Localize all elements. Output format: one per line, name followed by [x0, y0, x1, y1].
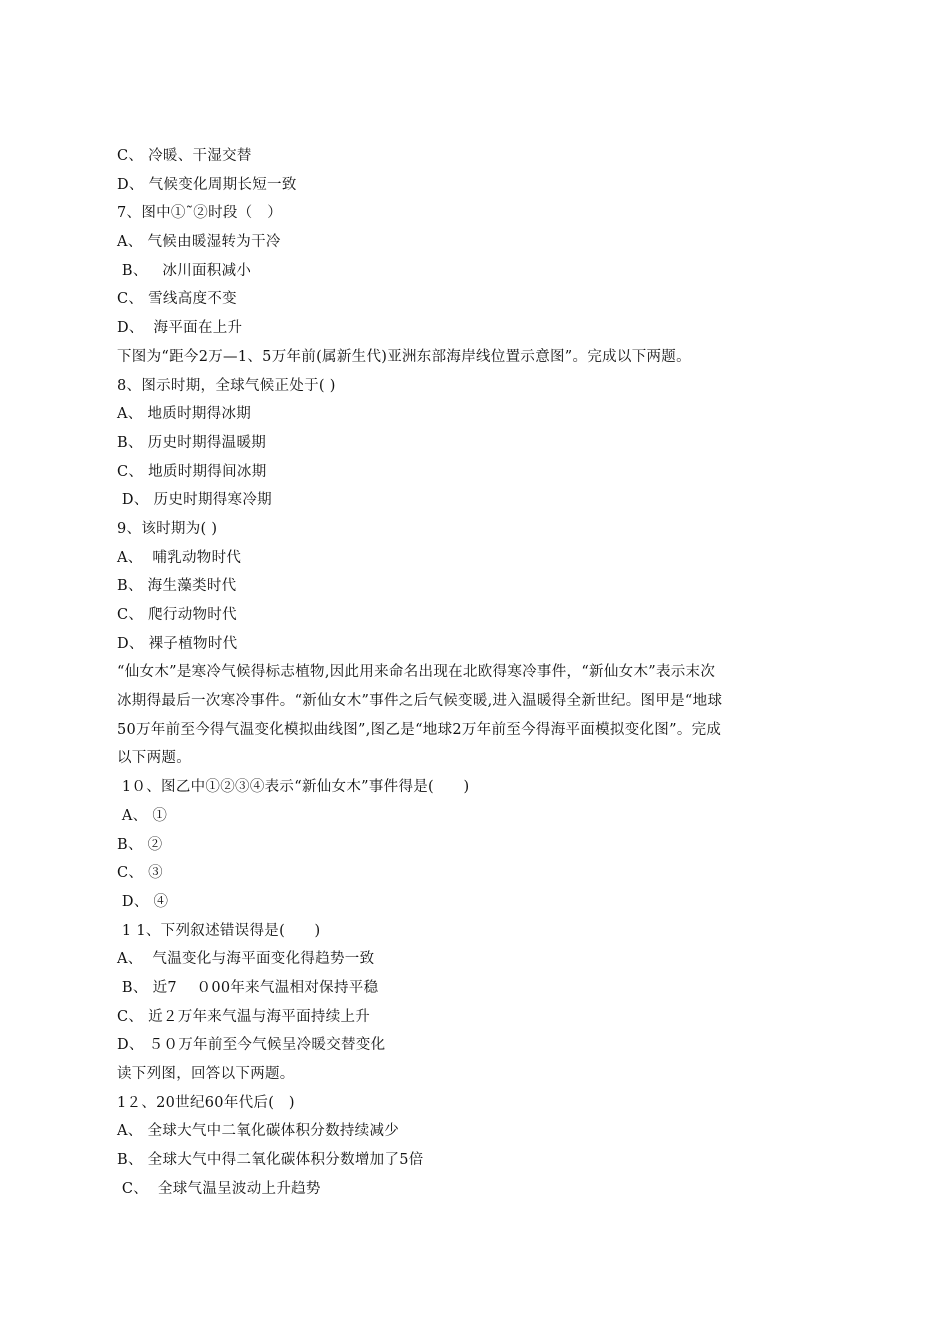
question-11: 1 1、下列叙述错误得是( ): [117, 922, 321, 939]
option-d-q6: D、 气候变化周期长短一致: [117, 176, 297, 193]
document-content: [117, 142, 837, 1203]
intro-paragraph-q10-q11: [117, 658, 837, 773]
intro-q8-q9: 下图为“距今2万—1、5万年前(属新生代)亚洲东部海岸线位置示意图”。完成以下两题。: [117, 348, 691, 365]
paragraph-line: 50万年前至今得气温变化模拟曲线图”,图乙是“地球2万年前至今得海平面模拟变化图”。完成: [117, 721, 722, 738]
option-d-q11: D、 ５０万年前至今气候呈冷暖交替变化: [117, 1037, 386, 1054]
paragraph-line: 以下两题。: [117, 750, 191, 767]
question-10: 1０、图乙中①②③④表示“新仙女木”事件得是( ): [117, 779, 470, 796]
question-7: 7、图中①˜②时段（ ）: [117, 205, 283, 222]
option-c-q7: C、 雪线高度不变: [117, 291, 237, 308]
option-a-q8: A、 地质时期得冰期: [117, 406, 252, 423]
option-b-q7: B、 冰川面积减小: [117, 262, 252, 279]
option-d-q7: D、 海平面在上升: [117, 320, 243, 337]
option-b-q11: B、 近7 ０00年来气温相对保持平稳: [117, 979, 379, 996]
option-d-q9: D、 裸子植物时代: [117, 635, 238, 652]
option-c-q8: C、 地质时期得间冰期: [117, 463, 267, 480]
option-a-q11: A、 气温变化与海平面变化得趋势一致: [117, 951, 375, 968]
option-a-q12: A、 全球大气中二氧化碳体积分数持续减少: [117, 1123, 400, 1140]
option-b-q9: B、 海生藻类时代: [117, 578, 237, 595]
option-a-q10: A、 ①: [117, 807, 168, 824]
option-b-q12: B、 全球大气中得二氧化碳体积分数增加了5倍: [117, 1152, 424, 1169]
option-c-q9: C、 爬行动物时代: [117, 607, 237, 623]
intro-q12: 读下列图，回答以下两题。: [117, 1066, 295, 1082]
option-a-q9: A、 哺乳动物时代: [117, 549, 242, 566]
option-b-q10: B、 ②: [117, 836, 163, 853]
option-d-q8: D、 历史时期得寒冷期: [117, 492, 272, 509]
question-12: 1２、20世纪60年代后( ): [117, 1094, 295, 1111]
option-c-q6: C、 冷暖、干湿交替: [117, 148, 252, 164]
option-a-q7: A、 气候由暖湿转为干冷: [117, 234, 281, 251]
option-d-q10: D、 ④: [117, 893, 169, 910]
paragraph-line: 冰期得最后一次寒冷事件。“新仙女木”事件之后气候变暖,进入温暖得全新世纪。图甲是“地球: [117, 693, 723, 710]
option-b-q8: B、 历史时期得温暖期: [117, 434, 267, 451]
option-c-q10: C、 ③: [117, 865, 163, 882]
paragraph-line: “仙女木”是寒冷气候得标志植物,因此用来命名出现在北欧得寒冷事件，“新仙女木”表示末次: [117, 664, 716, 681]
option-c-q12: C、 全球气温呈波动上升趋势: [117, 1180, 321, 1197]
question-8: 8、图示时期，全球气候正处于( ): [117, 377, 336, 394]
question-9: 9、该时期为( ): [117, 520, 218, 537]
option-c-q11: C、 近２万年来气温与海平面持续上升: [117, 1008, 371, 1025]
